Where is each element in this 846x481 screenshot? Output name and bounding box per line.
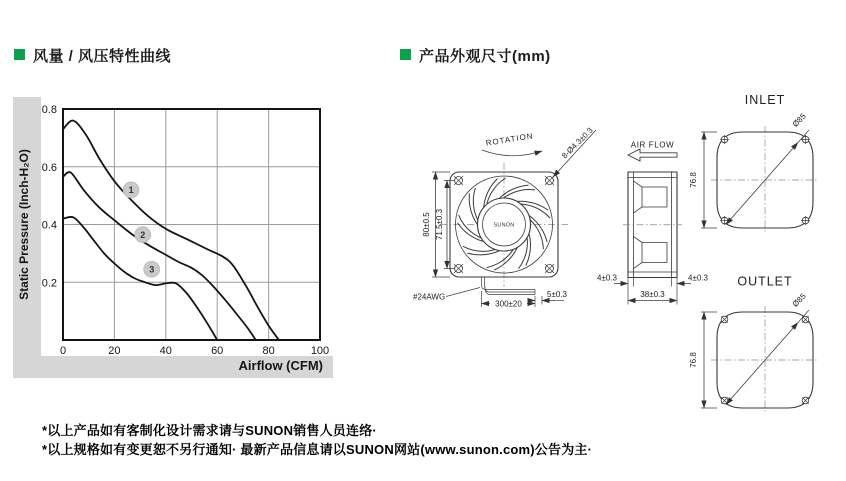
- footnote-line: *以上规格如有变更恕不另行通知· 最新产品信息请以SUNON网站(www.sunon.com)公告为主·: [42, 442, 593, 457]
- inlet-view: [689, 93, 819, 234]
- inlet-height-dimension: 76.8: [689, 172, 698, 188]
- hole-pitch-dimension: 71.5±0.3: [435, 208, 444, 241]
- airflow-pressure-chart: [13, 97, 333, 378]
- side-view: [597, 141, 709, 305]
- svg-text:1: 1: [128, 185, 134, 196]
- svg-text:2: 2: [140, 229, 146, 240]
- svg-text:Airflow (CFM): Airflow (CFM): [238, 358, 323, 373]
- svg-text:40: 40: [159, 345, 172, 357]
- flange-left-dimension: 4±0.3: [597, 273, 617, 283]
- wire-gauge-label: #24AWG: [413, 292, 446, 302]
- svg-text:100: 100: [310, 345, 330, 357]
- outlet-height-dimension: 76.8: [689, 352, 698, 368]
- svg-text:0.8: 0.8: [41, 104, 57, 116]
- inlet-bore-dimension: Ø85: [790, 111, 808, 129]
- front-view: [413, 125, 596, 308]
- frame-size-dimension: 80±0.5: [422, 212, 431, 237]
- footnotes: [42, 421, 592, 459]
- corner-holes-dimension: 8-Ø4.3±0.3: [560, 125, 595, 161]
- lead-wires: [482, 277, 536, 295]
- dimensions-section-title: 产品外观尺寸(mm): [419, 48, 551, 65]
- dimensions-section-header: [400, 45, 551, 66]
- svg-text:0: 0: [59, 345, 67, 357]
- flange-right-dimension: 4±0.3: [688, 273, 708, 283]
- svg-text:80: 80: [262, 345, 275, 357]
- airflow-arrow-icon: [628, 149, 677, 161]
- wire-length-dimension: 300±20: [495, 299, 522, 309]
- rotation-label: ROTATION: [485, 131, 535, 148]
- footnote-line: *以上产品如有客制化设计需求请与SUNON销售人员连络·: [42, 423, 377, 438]
- outlet-bore-dimension: Ø85: [790, 291, 808, 309]
- performance-chart: [13, 97, 333, 378]
- depth-dimension: 38±0.3: [640, 290, 665, 299]
- svg-text:0.4: 0.4: [41, 219, 57, 232]
- svg-text:60: 60: [211, 345, 224, 357]
- airflow-label: AIR FLOW: [630, 140, 675, 150]
- green-square-icon: [14, 49, 25, 60]
- dimension-drawing: [400, 85, 846, 435]
- inlet-title: INLET: [744, 93, 786, 107]
- curve-section-header: [14, 45, 171, 66]
- svg-text:Static Pressure (Inch-H₂O): Static Pressure (Inch-H₂O): [17, 149, 31, 300]
- hub-brand-label: SUNON: [493, 222, 515, 229]
- outlet-view: [689, 275, 819, 415]
- svg-text:20: 20: [108, 345, 121, 357]
- svg-text:0.6: 0.6: [41, 161, 57, 174]
- outlet-title: OUTLET: [737, 274, 793, 289]
- green-square-icon: [400, 49, 411, 60]
- wire-strip-dimension: 5±0.3: [547, 290, 567, 299]
- outline-drawing-svg: [400, 85, 846, 435]
- curve-section-title: 风量 / 风压特性曲线: [33, 48, 172, 65]
- svg-text:0.2: 0.2: [41, 277, 57, 290]
- svg-text:3: 3: [149, 264, 155, 275]
